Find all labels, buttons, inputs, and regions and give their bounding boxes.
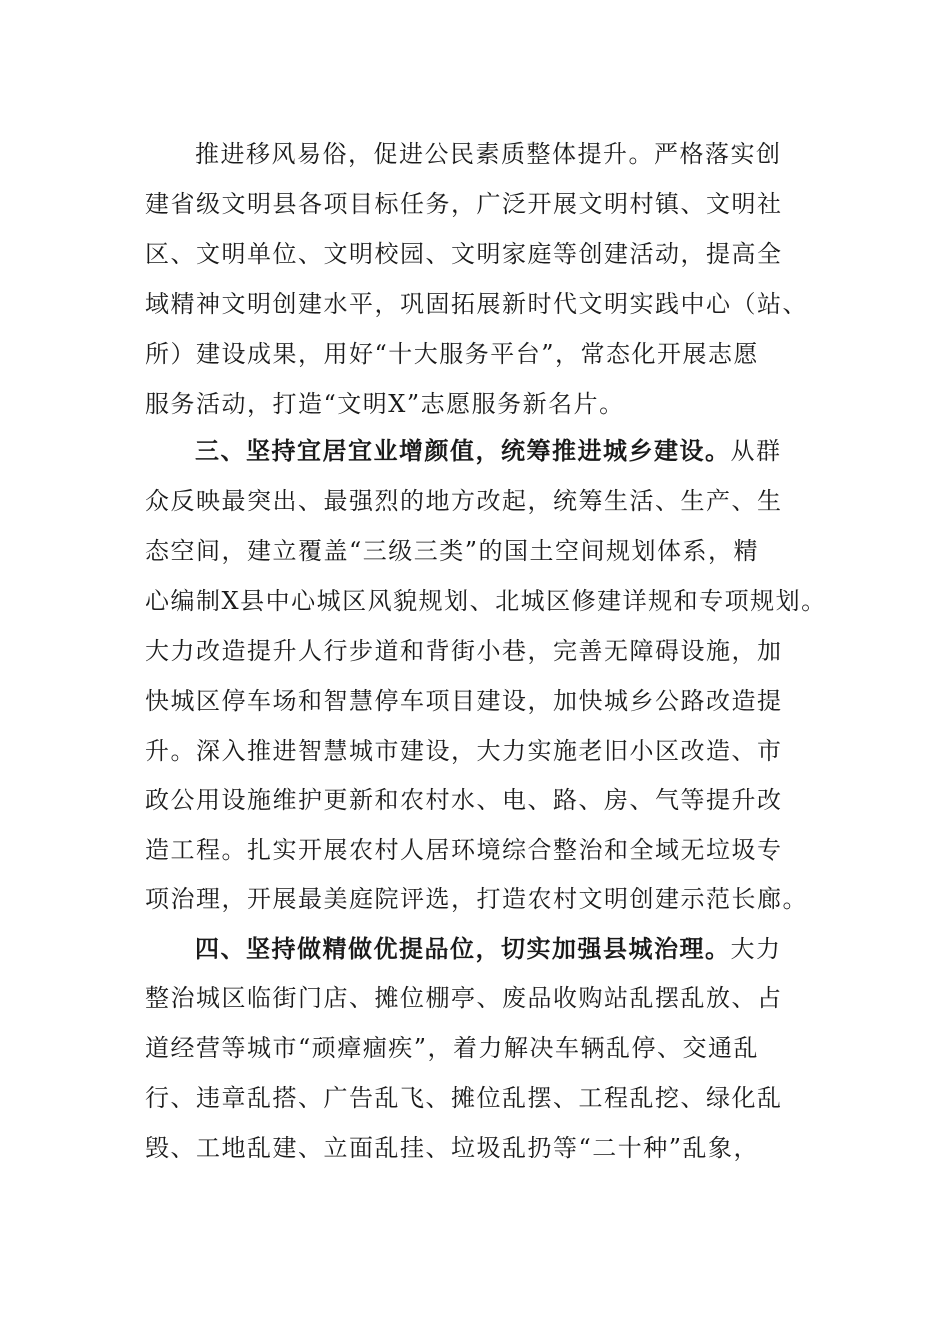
paragraph-2-line-10: 项治理，开展最美庭院评选，打造农村文明创建示范长廊。: [145, 885, 808, 913]
paragraph-2-line-9: 造工程。扎实开展农村人居环境综合整治和全域无垃圾专: [145, 836, 783, 864]
paragraph-3-line-2: 整治城区临街门店、摊位棚亭、废品收购站乱摆乱放、占: [145, 984, 783, 1012]
paragraph-2-line-8: 政公用设施维护更新和农村水、电、路、房、气等提升改: [145, 786, 783, 814]
paragraph-1-line-2: 建省级文明县各项目标任务，广泛开展文明村镇、文明社: [145, 190, 783, 218]
paragraph-2-first-line-rest: 从群: [730, 437, 782, 465]
paragraph-3-line-5: 毁、工地乱建、立面乱挂、垃圾乱扔等“二十种”乱象，: [145, 1134, 760, 1162]
paragraph-3-line-1: [195, 929, 782, 969]
paragraph-1-line-5: 所）建设成果，用好“十大服务平台”，常态化开展志愿: [145, 340, 760, 368]
paragraph-1-line-4: 域精神文明创建水平，巩固拓展新时代文明实践中心（站、: [145, 290, 808, 318]
paragraph-3-heading: 四、坚持做精做优提品位，切实加强县城治理。: [195, 934, 731, 963]
paragraph-2-line-6: 快城区停车场和智慧停车项目建设，加快城乡公路改造提: [145, 687, 783, 715]
paragraph-1-line-6: 服务活动，打造“文明X”志愿服务新名片。: [145, 390, 625, 418]
paragraph-3-line-3: 道经营等城市“顽瘴痼疾”，着力解决车辆乱停、交通乱: [145, 1034, 760, 1062]
paragraph-1-line-1: 推进移风易俗，促进公民素质整体提升。严格落实创: [195, 140, 782, 168]
paragraph-2-line-3: 态空间，建立覆盖“三级三类”的国土空间规划体系，精: [145, 537, 760, 565]
paragraph-2-line-1: [195, 431, 782, 471]
paragraph-2-line-5: 大力改造提升人行步道和背街小巷，完善无障碍设施，加: [145, 637, 783, 665]
paragraph-2-line-4: 心编制X县中心城区风貌规划、北城区修建详规和专项规划。: [145, 587, 827, 615]
paragraph-2-line-7: 升。深入推进智慧城市建设，大力实施老旧小区改造、市: [145, 737, 783, 765]
paragraph-1-line-3: 区、文明单位、文明校园、文明家庭等创建活动，提高全: [145, 240, 783, 268]
paragraph-3-first-line-rest: 大力: [730, 935, 782, 963]
paragraph-2-line-2: 众反映最突出、最强烈的地方改起，统筹生活、生产、生: [145, 487, 783, 515]
paragraph-2-heading: 三、坚持宜居宜业增颜值，统筹推进城乡建设。: [195, 436, 731, 465]
paragraph-3-line-4: 行、违章乱搭、广告乱飞、摊位乱摆、工程乱挖、绿化乱: [145, 1084, 783, 1112]
